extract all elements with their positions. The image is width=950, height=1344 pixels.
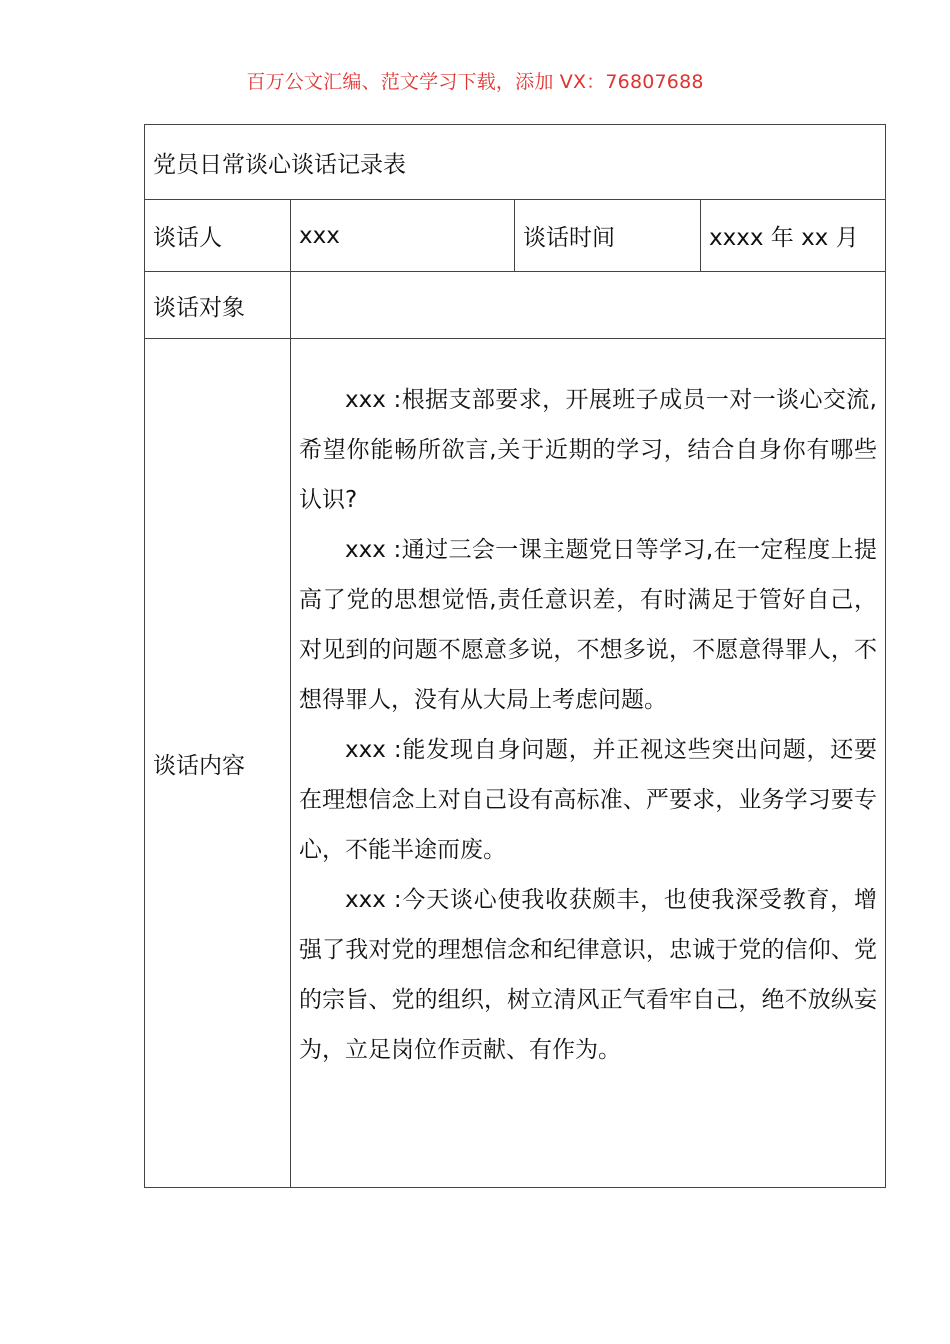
time-value: xxxx 年 xx 月 bbox=[701, 200, 886, 272]
talker-label: 谈话人 bbox=[145, 200, 291, 272]
content-paragraph: xxx :今天谈心使我收获颇丰，也使我深受教育，增强了我对党的理想信念和纪律意识，忠诚于党的信仰、党的宗旨、党的组织，树立清风正气看牢自己，绝不放纵妄为，立足岗位作贡献、有作为。 bbox=[299, 887, 877, 1063]
talker-value: xxx bbox=[291, 200, 515, 272]
content-label: 谈话内容 bbox=[145, 339, 291, 1188]
form-title: 党员日常谈心谈话记录表 bbox=[145, 125, 886, 200]
target-label: 谈话对象 bbox=[145, 272, 291, 339]
content-paragraph: xxx :根据支部要求，开展班子成员一对一谈心交流,希望你能畅所欲言,关于近期的学习，结合自身你有哪些认识? bbox=[299, 387, 877, 513]
target-value bbox=[291, 272, 886, 339]
content-paragraph: xxx :通过三会一课主题党日等学习,在一定程度上提高了党的思想觉悟,责任意识差，有时满足于管好自己，对见到的问题不愿意多说，不想多说，不愿意得罪人，不想得罪人，没有从大局上考虑问题。 bbox=[299, 537, 877, 713]
time-label: 谈话时间 bbox=[515, 200, 701, 272]
content-body bbox=[291, 339, 886, 1188]
header-note: 百万公文汇编、范文学习下载，添加 VX：76807688 bbox=[246, 71, 704, 93]
talk-record-form bbox=[144, 124, 886, 1188]
content-paragraph: xxx :能发现自身问题，并正视这些突出问题，还要在理想信念上对自己设有高标准、严要求，业务学习要专心，不能半途而废。 bbox=[299, 737, 877, 863]
